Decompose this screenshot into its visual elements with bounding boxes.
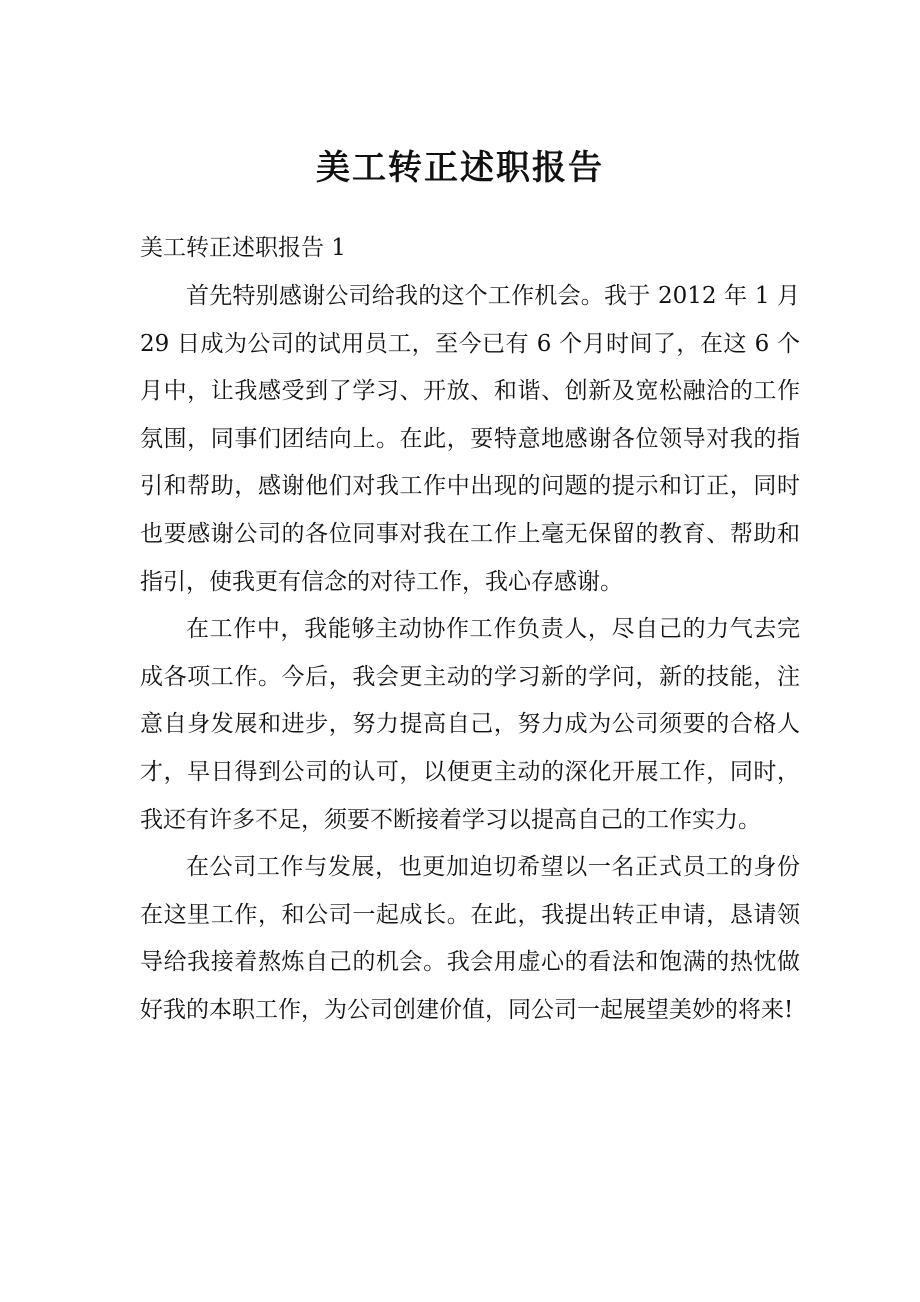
section-subtitle: 美工转正述职报告 1	[140, 235, 346, 261]
paragraph-3: 在公司工作与发展，也更加迫切希望以一名正式员工的身份在这里工作，和公司一起成长。在此，我提出转正申请，恳请领导给我接着熬炼自己的机会。我会用虚心的看法和饱满的热忱做好我的本职工作，为公司创建价值，同公司一起展望美妙的将来!	[140, 854, 800, 1023]
document-body	[140, 273, 800, 1035]
page-title: 美工转正述职报告	[316, 148, 604, 188]
paragraph-1: 首先特别感谢公司给我的这个工作机会。我于 2012 年 1 月 29 日成为公司的试用员工，至今已有 6 个月时间了，在这 6 个月中，让我感受到了学习、开放、和谐、创新及宽松融洽的工作氛围，同事们团结向上。在此，要特意地感谢各位领导对我的指引和帮助，感谢他们对我工作中出现的问题的提示和订正，同时也要感谢公司的各位同事对我在工作上毫无保留的教育、帮助和指引，使我更有信念的对待工作，我心存感谢。	[140, 283, 800, 595]
paragraph-2: 在工作中，我能够主动协作工作负责人，尽自己的力气去完成各项工作。今后，我会更主动的学习新的学问，新的技能，注意自身发展和进步，努力提高自己，努力成为公司须要的合格人才，早日得到公司的认可，以便更主动的深化开展工作，同时，我还有许多不足，须要不断接着学习以提高自己的工作实力。	[140, 616, 800, 833]
